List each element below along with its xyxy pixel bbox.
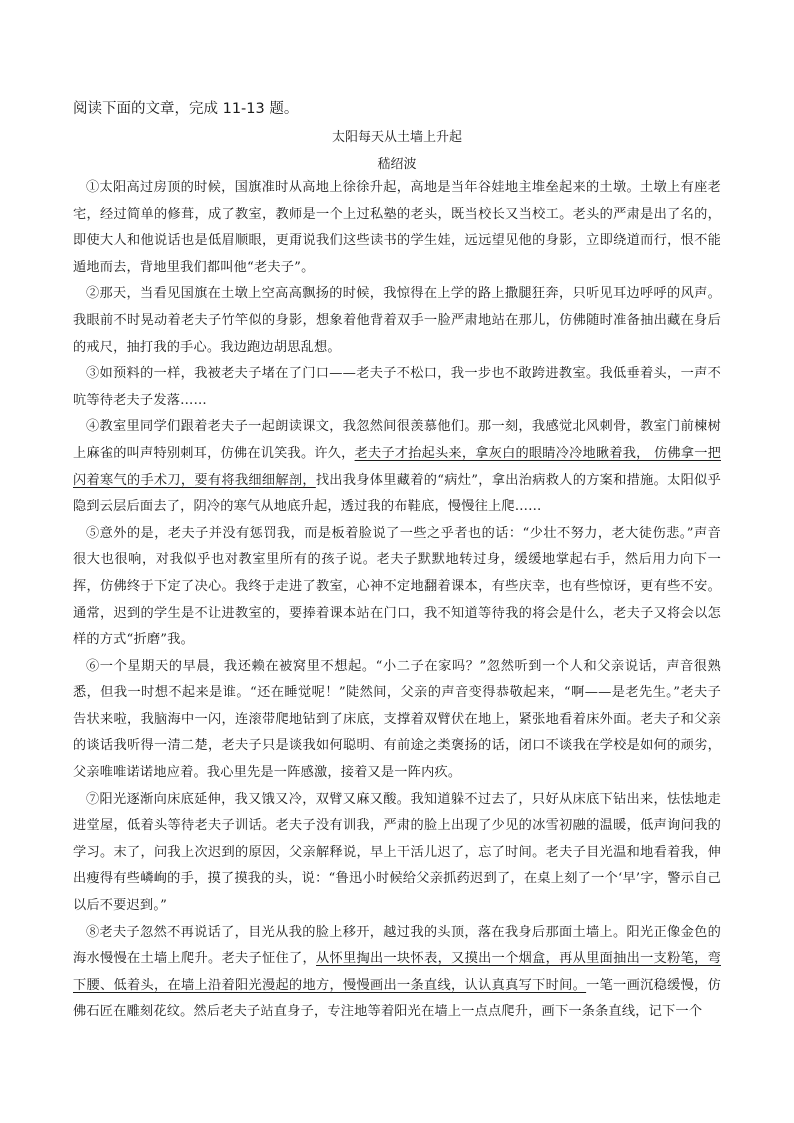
article-title: 太阳每天从土墙上升起 xyxy=(331,130,462,145)
paragraph-4 xyxy=(73,414,721,520)
paragraph-6: ⑥一个星期天的早晨，我还赖在被窝里不想起。“小二子在家吗？”忽然听到一个人和父亲说话，声音很熟悉，但我一时想不起来是谁。“还在睡觉呢！”陡然间，父亲的声音变得恭敬起来，“啊——是老先生。”老夫子告状来啦，我脑海中一闪，连滚带爬地钻到了床底，支撑着双臂伏在地上，紧张地看着床外面。老夫子和父亲的谈话我听得一清二楚，老夫子只是谈我如何聪明、有前途之类褒扬的话，闭口不谈我在学校是如何的顽劣，父亲唯唯诺诺地应着。我心里先是一阵感激，接着又是一阵内疚。 xyxy=(73,658,721,781)
underlined-sentence-1: 老夫子才抬起头来，拿灰白的眼睛冷冷地瞅着我， 仿佛拿一把闪着寒气的手术刀，要有将我细细解剖， xyxy=(73,445,721,488)
reading-instruction: 阅读下面的文章，完成 11-13 题。 xyxy=(73,101,299,117)
paragraph-2: ②那天，当看见国旗在土墩上空高高飘扬的时候，我惊得在上学的路上撒腿狂奔，只听见耳边呼呼的风声。我眼前不时晃动着老夫子竹竿似的身影，想象着他背着双手一脸严肃地站在那儿，仿佛随时准备抽出藏在身后的戒尺，抽打我的手心。我边跑边胡思乱想。 xyxy=(73,286,721,355)
article-author: 嵇绍波 xyxy=(377,157,417,172)
paragraph-8 xyxy=(73,920,721,1026)
paragraph-3: ③如预料的一样，我被老夫子堵在了门口——老夫子不松口，我一步也不敢跨进教室。我低垂着头，一声不吭等待老夫子发落…… xyxy=(73,366,721,408)
paragraph-7: ⑦阳光逐渐向床底延伸，我又饿又冷，双臂又麻又酸。我知道躲不过去了，只好从床底下钻出来，怯怯地走进堂屋，低着头等待老夫子训话。老夫子没有训我，严肃的脸上出现了少见的冰雪初融的温暖，低声询问我的学习。末了，问我上次迟到的原因，父亲解释说，早上干活儿迟了，忘了时间。老夫子目光温和地看着我，伸出瘦得有些嶙峋的手，摸了摸我的头，说：“鲁迅小时候给父亲抓药迟到了，在桌上刻了一个‘早’字，警示自己以后不要迟到。” xyxy=(73,791,721,914)
underlined-sentence-2: 从怀里掏出一块怀表，又摸出一个烟盒，再从里面抽出一支粉笔，弯下腰、低着头，在墙上沿着阳光漫起的地方，慢慢画出一条直线，认认真真写下时间。 xyxy=(73,951,721,993)
paragraph-8-pre: ⑧老夫子忽然不再说话了，目光从我的脸上移开，越过我的头顶，落在我身后那面土墙上。阳光正像金色的海水慢慢在土墙上爬升。老夫子怔住了， xyxy=(73,924,721,967)
paragraph-4-post: 找出我身体里藏着的“病灶”，拿出治病救人的方案和措施。太阳似乎隐到云层后面去了，阴冷的寒气从地底升起，透过我的布鞋底，慢慢往上爬…… xyxy=(73,472,721,515)
paragraph-1: ①太阳高过房顶的时候，国旗准时从高地上徐徐升起，高地是当年谷娃地主堆垒起来的土墩。土墩上有座老宅，经过简单的修葺，成了教室，教师是一个上过私塾的老头，既当校长又当校工。老头的严肃是出了名的，即使大人和他说话也是低眉顺眼，更甭说我们这些读书的学生娃，远远望见他的身影，立即绕道而行，恨不能遁地而去，背地里我们都叫他“老夫子”。 xyxy=(73,180,721,275)
paragraph-4-pre: ④教室里同学们跟着老夫子一起朗读课文，我忽然间很羡慕他们。那一刻，我感觉北风刺骨，教室门前楝树上麻雀的叫声特别刺耳，仿佛在讥笑我。许久， xyxy=(73,419,721,461)
paragraph-5: ⑤意外的是，老夫子并没有惩罚我，而是板着脸说了一些之乎者也的话：“少壮不努力，老大徒伤悲。”声音很大也很响，对我似乎也对教室里所有的孩子说。老夫子默默地转过身，缓缓地掌起右手，然后用力向下一挥，仿佛终于下定了决心。我终于走进了教室，心神不定地翻着课本，有些庆幸，也有些惊讶，更有些不安。通常，迟到的学生是不让进教室的，要捧着课本站在门口，我不知道等待我的将会是什么，老夫子又将会以怎样的方式“折磨”我。 xyxy=(73,525,721,648)
paragraph-8-post: 一笔一画沉稳缓慢，仿佛石匠在雕刻花纹。然后老夫子站直身子，专注地等着阳光在墙上一点点爬升，画下一条条直线，记下一个 xyxy=(73,977,722,1020)
article-body xyxy=(73,175,721,1026)
